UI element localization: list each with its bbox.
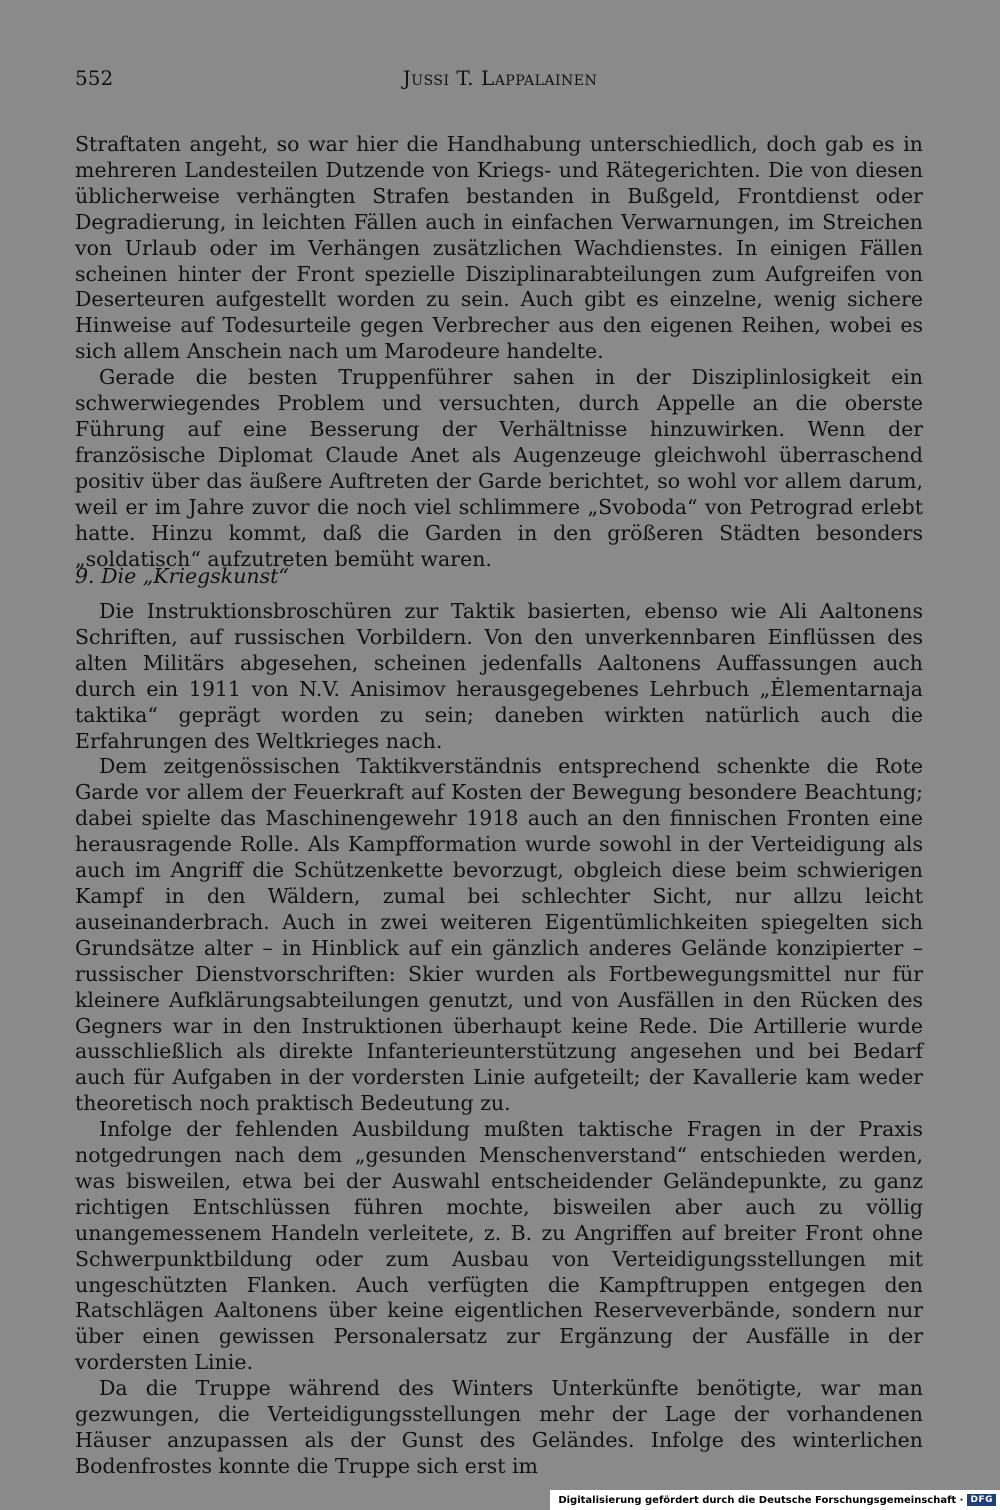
text-block-2 (75, 599, 923, 1480)
section-heading: 9. Die „Kriegskunst“ (75, 564, 289, 588)
text-block-1 (75, 132, 923, 572)
paragraph: Straftaten angeht, so war hier die Handhabung unterschiedlich, doch gab es in mehreren Landesteilen Dutzende von Kriegs- und Rätegerichten. Die von diesen üblicherweise verhängten Strafen bestanden in Bußgeld, Frontdienst oder Degradierung, in leichten Fällen auch in einfachen Verwarnungen, im Streichen von Urlaub oder im Verhängen zusätzlichen Wachdienstes. In einigen Fällen scheinen hinter der Front spezielle Disziplinarabteilungen zum Aufgreifen von Deserteuren aufgestellt worden zu sein. Auch gibt es einzelne, wenig sichere Hinweise auf Todesurteile gegen Verbrecher aus den eigenen Reihen, wobei es sich allem Anschein nach um Marodeure handelte. (75, 132, 923, 364)
paragraph: Dem zeitgenössischen Taktikverständnis entsprechend schenkte die Rote Garde vor allem der Feuerkraft auf Kosten der Bewegung besondere Beachtung; dabei spielte das Maschinengewehr 1918 auch an den finnischen Fronten eine herausragende Rolle. Als Kampfformation wurde sowohl in der Verteidigung als auch im Angriff die Schützenkette bevorzugt, obgleich diese beim schwierigen Kampf in den Wäldern, zumal bei schlechter Sicht, nur allzu leicht auseinanderbrach. Auch in zwei weiteren Eigentümlichkeiten spiegelten sich Grundsätze alter – in Hinblick auf ein gänzlich anderes Gelände konzipierter – russischer Dienstvorschriften: Skier wurden als Fortbewegungsmittel nur für kleinere Aufklärungsabteilungen genutzt, und von Ausfällen in den Rücken des Gegners war in den Instruktionen überhaupt keine Rede. Die Artillerie wurde ausschließlich als direkte Infanterieunterstützung angesehen und bei Bedarf auch für Aufgaben in der vordersten Linie aufgeteilt; der Kavallerie kam weder theoretisch noch praktisch Bedeutung zu. (75, 754, 923, 1116)
digitization-credit (550, 1490, 1000, 1510)
page-number: 552 (75, 66, 114, 90)
paragraph: Infolge der fehlenden Ausbildung mußten taktische Fragen in der Praxis notgedrungen nach dem „gesunden Menschenverstand“ entschieden werden, was bisweilen, etwa bei der Auswahl entscheidender Geländepunkte, zu ganz richtigen Entschlüssen führen mochte, bisweilen aber auch zu völlig unangemessenem Handeln verleitete, z. B. zu Angriffen auf breiter Front ohne Schwerpunktbildung oder zum Ausbau von Verteidigungsstellungen mit ungeschützten Flanken. Auch verfügten die Kampftruppen entgegen den Ratschlägen Aaltonens über keine eigentlichen Reserveverbände, sondern nur über einen gewissen Personalersatz zur Ergänzung der Ausfälle in der vordersten Linie. (75, 1117, 923, 1375)
paragraph: Da die Truppe während des Winters Unterkünfte benötigte, war man gezwungen, die Verteidigungsstellungen mehr der Lage der vorhandenen Häuser anzupassen als der Gunst des Geländes. Infolge des winterlichen Bodenfrostes konnte die Truppe sich erst im (75, 1376, 923, 1478)
credit-text: Digitalisierung gefördert durch die Deutsche Forschungsgemeinschaft · (558, 1494, 964, 1506)
running-head: Jussi T. Lappalainen (402, 66, 598, 90)
paragraph: Gerade die besten Truppenführer sahen in der Disziplinlosigkeit ein schwerwiegendes Problem und versuchten, durch Appelle an die oberste Führung auf eine Besserung der Verhältnisse hinzuwirken. Wenn der französische Diplomat Claude Anet als Augenzeuge gleichwohl überraschend positiv über das äußere Auftreten der Garde berichtet, so wohl vor allem darum, weil er im Jahre zuvor die noch viel schlimmere „Svoboda“ von Petrograd erlebt hatte. Hinzu kommt, daß die Garden in den größeren Städten besonders „soldatisch“ aufzutreten bemüht waren. (75, 365, 923, 571)
paragraph: Die Instruktionsbroschüren zur Taktik basierten, ebenso wie Ali Aaltonens Schriften, auf russischen Vorbildern. Von den unverkennbaren Einflüssen des alten Militärs abgesehen, scheinen jedenfalls Aaltonens Auffassungen auch durch ein 1911 von N.V. Anisimov herausgegebenes Lehrbuch „Ėlementarnaja taktika“ geprägt worden zu sein; daneben wirkten natürlich auch die Erfahrungen des Weltkrieges nach. (75, 599, 923, 753)
dfg-logo: DFG (967, 1494, 996, 1506)
